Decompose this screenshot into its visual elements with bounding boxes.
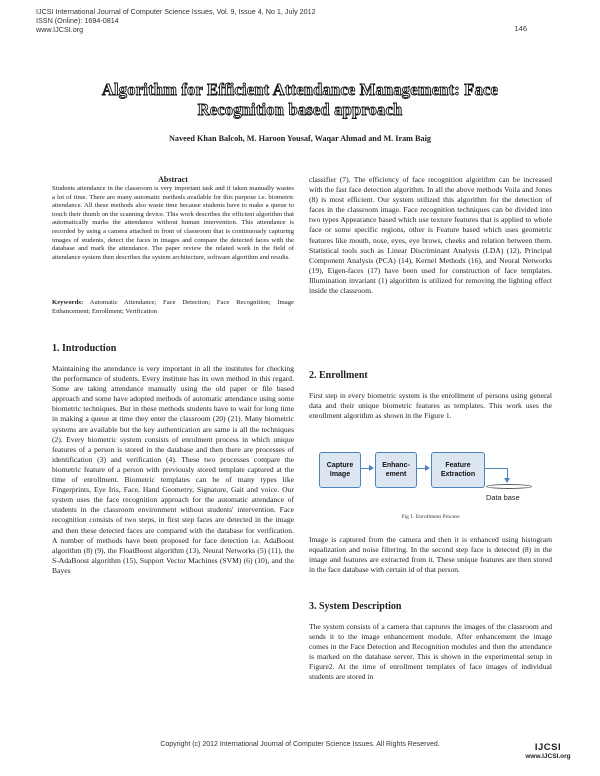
figure-1-caption: Fig 1. Enrollment Process [401, 514, 460, 520]
copyright-footer: Copyright (c) 2012 International Journal of Computer Science Issues. All Rights Reserved. [160, 741, 440, 748]
keywords-label: Keywords: [52, 299, 84, 306]
paper-title [40, 80, 560, 120]
keywords-text: Automatic Attendance; Face Detection; Face Recognition; Image Enhancement; Enrollment; Verification [52, 299, 294, 315]
logo-url[interactable]: www.IJCSI.org [525, 753, 571, 760]
capture-image-box: Capture Image [319, 452, 361, 488]
logo-text: IJCSI [534, 742, 562, 753]
intro-heading: 1. Introduction [52, 343, 117, 354]
ijcsi-logo [523, 742, 573, 760]
title-line-2: Recognition based approach [197, 100, 403, 119]
after-figure-text: Image is captured from the camera and then it is enhanced using histogram equalization and noise filtering. In the second step face is detected (8) in the image and features are extracted from it. These unique features are then stored in the face database with certain id of that person. [309, 535, 552, 575]
feature-extraction-box: Feature Extraction [431, 452, 485, 488]
page-number: 146 [514, 24, 527, 33]
system-description-text: The system consists of a camera that captures the images of the classroom and sends it to the image enhancement module. After enhancement the image comes in the Face Detection and Recognition modules and then the attendance is marked on the database server. This is shown in the experimental setup in Figure2. At the time of enrollment templates of face images of individual students are stored in [309, 622, 552, 682]
arrow-3 [484, 468, 508, 469]
arrow-2-head [425, 465, 430, 471]
issn-line: ISSN (Online): 1694-0814 [36, 16, 119, 25]
abstract-text: Students attendance in the classroom is very important task and if taken manually wastes a lot of time. There are many automatic methods available for this purpose i.e. biometric attendance. All these methods also waste time because students have to make a queue to touch their thumb on the scanning device. This work describes the efficient algorithm that automatically marks the attendance without human intervention. This attendance is recorded by using a camera attached in front of classroom that is continuously capturing images of students, detect the faces in images and compare the detected faces with the database and mark the attendance. The paper review the related work in the field of attendance system then describes the system architecture, software algorithm and results. [52, 185, 294, 261]
enhancement-box: Enhanc- ement [375, 452, 417, 488]
arrow-3-head [504, 478, 510, 483]
website-line[interactable]: www.IJCSI.org [36, 25, 84, 34]
enrollment-heading: 2. Enrollment [309, 370, 368, 381]
title-line-1: Algorithm for Efficient Attendance Management: Face [101, 80, 499, 99]
system-description-heading: 3. System Description [309, 601, 402, 612]
database-icon [486, 484, 532, 489]
keywords [52, 299, 294, 316]
intro-text: Maintaining the attendance is very important in all the institutes for checking the performance of students. Every institute has its own method in this regard. Some are taking attendance manually using the old paper or file based approach and some have adopted methods of automatic attendance using some biometric techniques. But in these methods students have to wait for long time in making a queue at time they enter the classroom (20) (21). Many biometric systems are available but the key authentication are same is all the techniques (2). Every biometric system consists of enrolment process in which unique features of a person is stored in the database and then there are processes of identification (3) and verification (4). These two processes compare the biometric feature of a person with previously stored template captured at the time of enrollment. Biometric templates can be of many types like Fingerprints, Eye Iris, Face, Hand Geometry, Signature, Gait and voice. Our system uses the face recognition approach for the automatic attendance of students in the classroom environment without students' intervention. Face recognition consists of two steps, in first step faces are detected in the image and then these detected faces are compared with the database for verification. A number of methods have been proposed for face detection i.e. AdaBoost algorithm (8) (9), the FloatBoost algorithm (13), Neural Networks (5) (11), the S-AdaBoost algorithm (15), Support Vector Machines (SVM) (6) (10), and the Bayes [52, 364, 294, 575]
enrollment-text: First step in every biometric system is the enrollment of persons using general data and their unique biometric features as templates. This work uses the enrollment algorithm as shown in the Figure 1. [309, 391, 552, 421]
right-column-continuation: classifier (7). The efficiency of face recognition algorithm can be increased with the fast face detection algorithm. In all the above methods Voila and Jones (8) is most efficient. Our system utilized this algorithm for the detection of faces in the classroom image. Face recognition techniques can be divided into two types Appearance based which use texture features that is applied to whole face or some specific regions, other is Feature based which uses geometric features like mouth, nose, eyes, eye brows, cheeks and relation between them. Statistical tools such as Linear Discriminant Analysis (LDA) (12), Principal Component Analysis (PCA) (14), Kernel Methods (16), and Neural Networks (19), Eigen-faces (17) have been used for construction of face templates. Illumination invariant (1) algorithm is utilized for removing the lighting effect inside the classroom. [309, 175, 552, 296]
database-label: Data base [486, 493, 520, 502]
authors: Naveed Khan Balcoh, M. Haroon Yousaf, Waqar Ahmad and M. Iram Baig [169, 134, 431, 143]
abstract-heading: Abstract [158, 175, 188, 184]
journal-header: IJCSI International Journal of Computer Science Issues, Vol. 9, Issue 4, No 1, July 2012 [36, 7, 316, 16]
arrow-1-head [369, 465, 374, 471]
